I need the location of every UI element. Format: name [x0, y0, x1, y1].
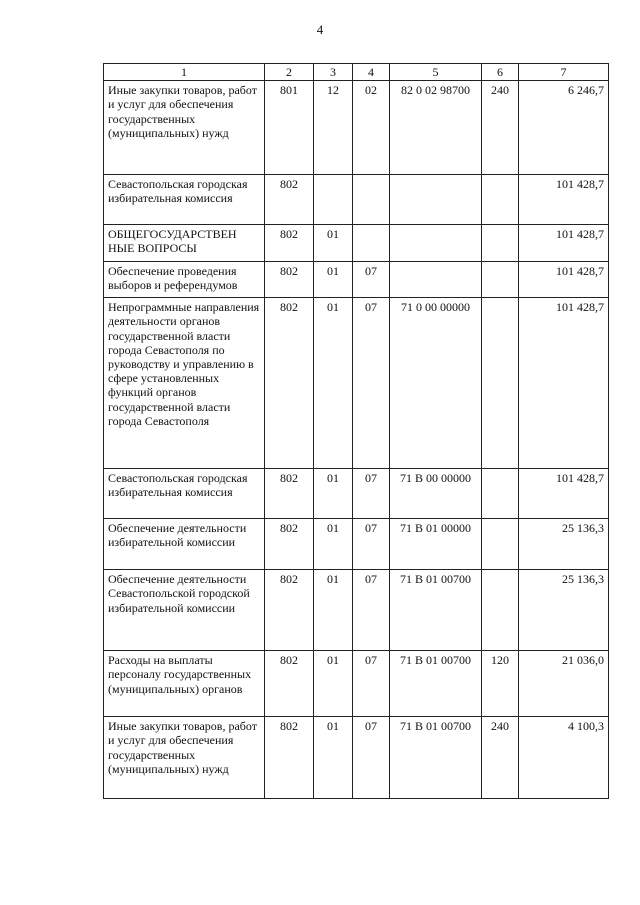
target-code: 71 В 01 00000	[390, 519, 482, 570]
target-code	[390, 175, 482, 225]
target-code: 71 В 01 00700	[390, 717, 482, 799]
target-code	[390, 225, 482, 262]
subsection-code: 02	[353, 81, 390, 175]
expense-type-code	[482, 570, 519, 651]
item-name: Расходы на выплаты персоналу государственных (муниципальных) органов	[104, 651, 265, 717]
ministry-code: 802	[265, 175, 314, 225]
amount: 101 428,7	[519, 262, 609, 298]
column-header: 3	[314, 64, 353, 81]
ministry-code: 802	[265, 469, 314, 519]
section-code: 01	[314, 469, 353, 519]
subsection-code	[353, 175, 390, 225]
target-code: 71 В 01 00700	[390, 570, 482, 651]
expense-type-code: 240	[482, 717, 519, 799]
expense-type-code	[482, 519, 519, 570]
table-row	[104, 469, 609, 519]
section-code	[314, 175, 353, 225]
ministry-code: 802	[265, 225, 314, 262]
expense-type-code	[482, 175, 519, 225]
subsection-code: 07	[353, 298, 390, 469]
column-header: 4	[353, 64, 390, 81]
subsection-code: 07	[353, 262, 390, 298]
item-name: Севастопольская городская избирательная комиссия	[104, 469, 265, 519]
table-row	[104, 717, 609, 799]
target-code: 82 0 02 98700	[390, 81, 482, 175]
item-name: Иные закупки товаров, работ и услуг для обеспечения государственных (муниципальных) нужд	[104, 81, 265, 175]
expense-type-code: 240	[482, 81, 519, 175]
ministry-code: 802	[265, 651, 314, 717]
item-name: ОБЩЕГОСУДАРСТВЕН НЫЕ ВОПРОСЫ	[104, 225, 265, 262]
expense-type-code: 120	[482, 651, 519, 717]
section-code: 01	[314, 519, 353, 570]
column-header: 2	[265, 64, 314, 81]
expense-type-code	[482, 225, 519, 262]
column-header: 6	[482, 64, 519, 81]
column-header: 1	[104, 64, 265, 81]
ministry-code: 802	[265, 519, 314, 570]
section-code: 01	[314, 570, 353, 651]
subsection-code: 07	[353, 469, 390, 519]
amount: 6 246,7	[519, 81, 609, 175]
item-name: Обеспечение деятельности Севастопольской городской избирательной комиссии	[104, 570, 265, 651]
table-row	[104, 570, 609, 651]
table-row	[104, 519, 609, 570]
section-code: 01	[314, 651, 353, 717]
table-row	[104, 175, 609, 225]
section-code: 01	[314, 717, 353, 799]
table-row	[104, 298, 609, 469]
item-name: Обеспечение деятельности избирательной комиссии	[104, 519, 265, 570]
table-row	[104, 81, 609, 175]
subsection-code: 07	[353, 717, 390, 799]
target-code: 71 В 00 00000	[390, 469, 482, 519]
expense-type-code	[482, 469, 519, 519]
target-code: 71 0 00 00000	[390, 298, 482, 469]
item-name: Непрограммные направления деятельности органов государственной власти города Севастополя по руководству и управлению в сфере установленных функций органов государственной власти города Севастополя	[104, 298, 265, 469]
amount: 101 428,7	[519, 298, 609, 469]
table-row	[104, 262, 609, 298]
item-name: Севастопольская городская избирательная комиссия	[104, 175, 265, 225]
table-header-row	[104, 64, 609, 81]
amount: 101 428,7	[519, 225, 609, 262]
amount: 101 428,7	[519, 175, 609, 225]
amount: 25 136,3	[519, 570, 609, 651]
item-name: Обеспечение проведения выборов и референдумов	[104, 262, 265, 298]
column-header: 5	[390, 64, 482, 81]
target-code: 71 В 01 00700	[390, 651, 482, 717]
section-code: 01	[314, 225, 353, 262]
ministry-code: 801	[265, 81, 314, 175]
subsection-code: 07	[353, 651, 390, 717]
section-code: 01	[314, 298, 353, 469]
amount: 21 036,0	[519, 651, 609, 717]
column-header: 7	[519, 64, 609, 81]
amount: 25 136,3	[519, 519, 609, 570]
item-name: Иные закупки товаров, работ и услуг для обеспечения государственных (муниципальных) нужд	[104, 717, 265, 799]
page-number: 4	[316, 22, 324, 37]
amount: 101 428,7	[519, 469, 609, 519]
table-row	[104, 651, 609, 717]
table-row	[104, 225, 609, 262]
ministry-code: 802	[265, 298, 314, 469]
section-code: 01	[314, 262, 353, 298]
expense-type-code	[482, 298, 519, 469]
amount: 4 100,3	[519, 717, 609, 799]
target-code	[390, 262, 482, 298]
ministry-code: 802	[265, 262, 314, 298]
subsection-code	[353, 225, 390, 262]
expense-type-code	[482, 262, 519, 298]
section-code: 12	[314, 81, 353, 175]
budget-table	[103, 63, 609, 799]
subsection-code: 07	[353, 519, 390, 570]
ministry-code: 802	[265, 570, 314, 651]
ministry-code: 802	[265, 717, 314, 799]
subsection-code: 07	[353, 570, 390, 651]
